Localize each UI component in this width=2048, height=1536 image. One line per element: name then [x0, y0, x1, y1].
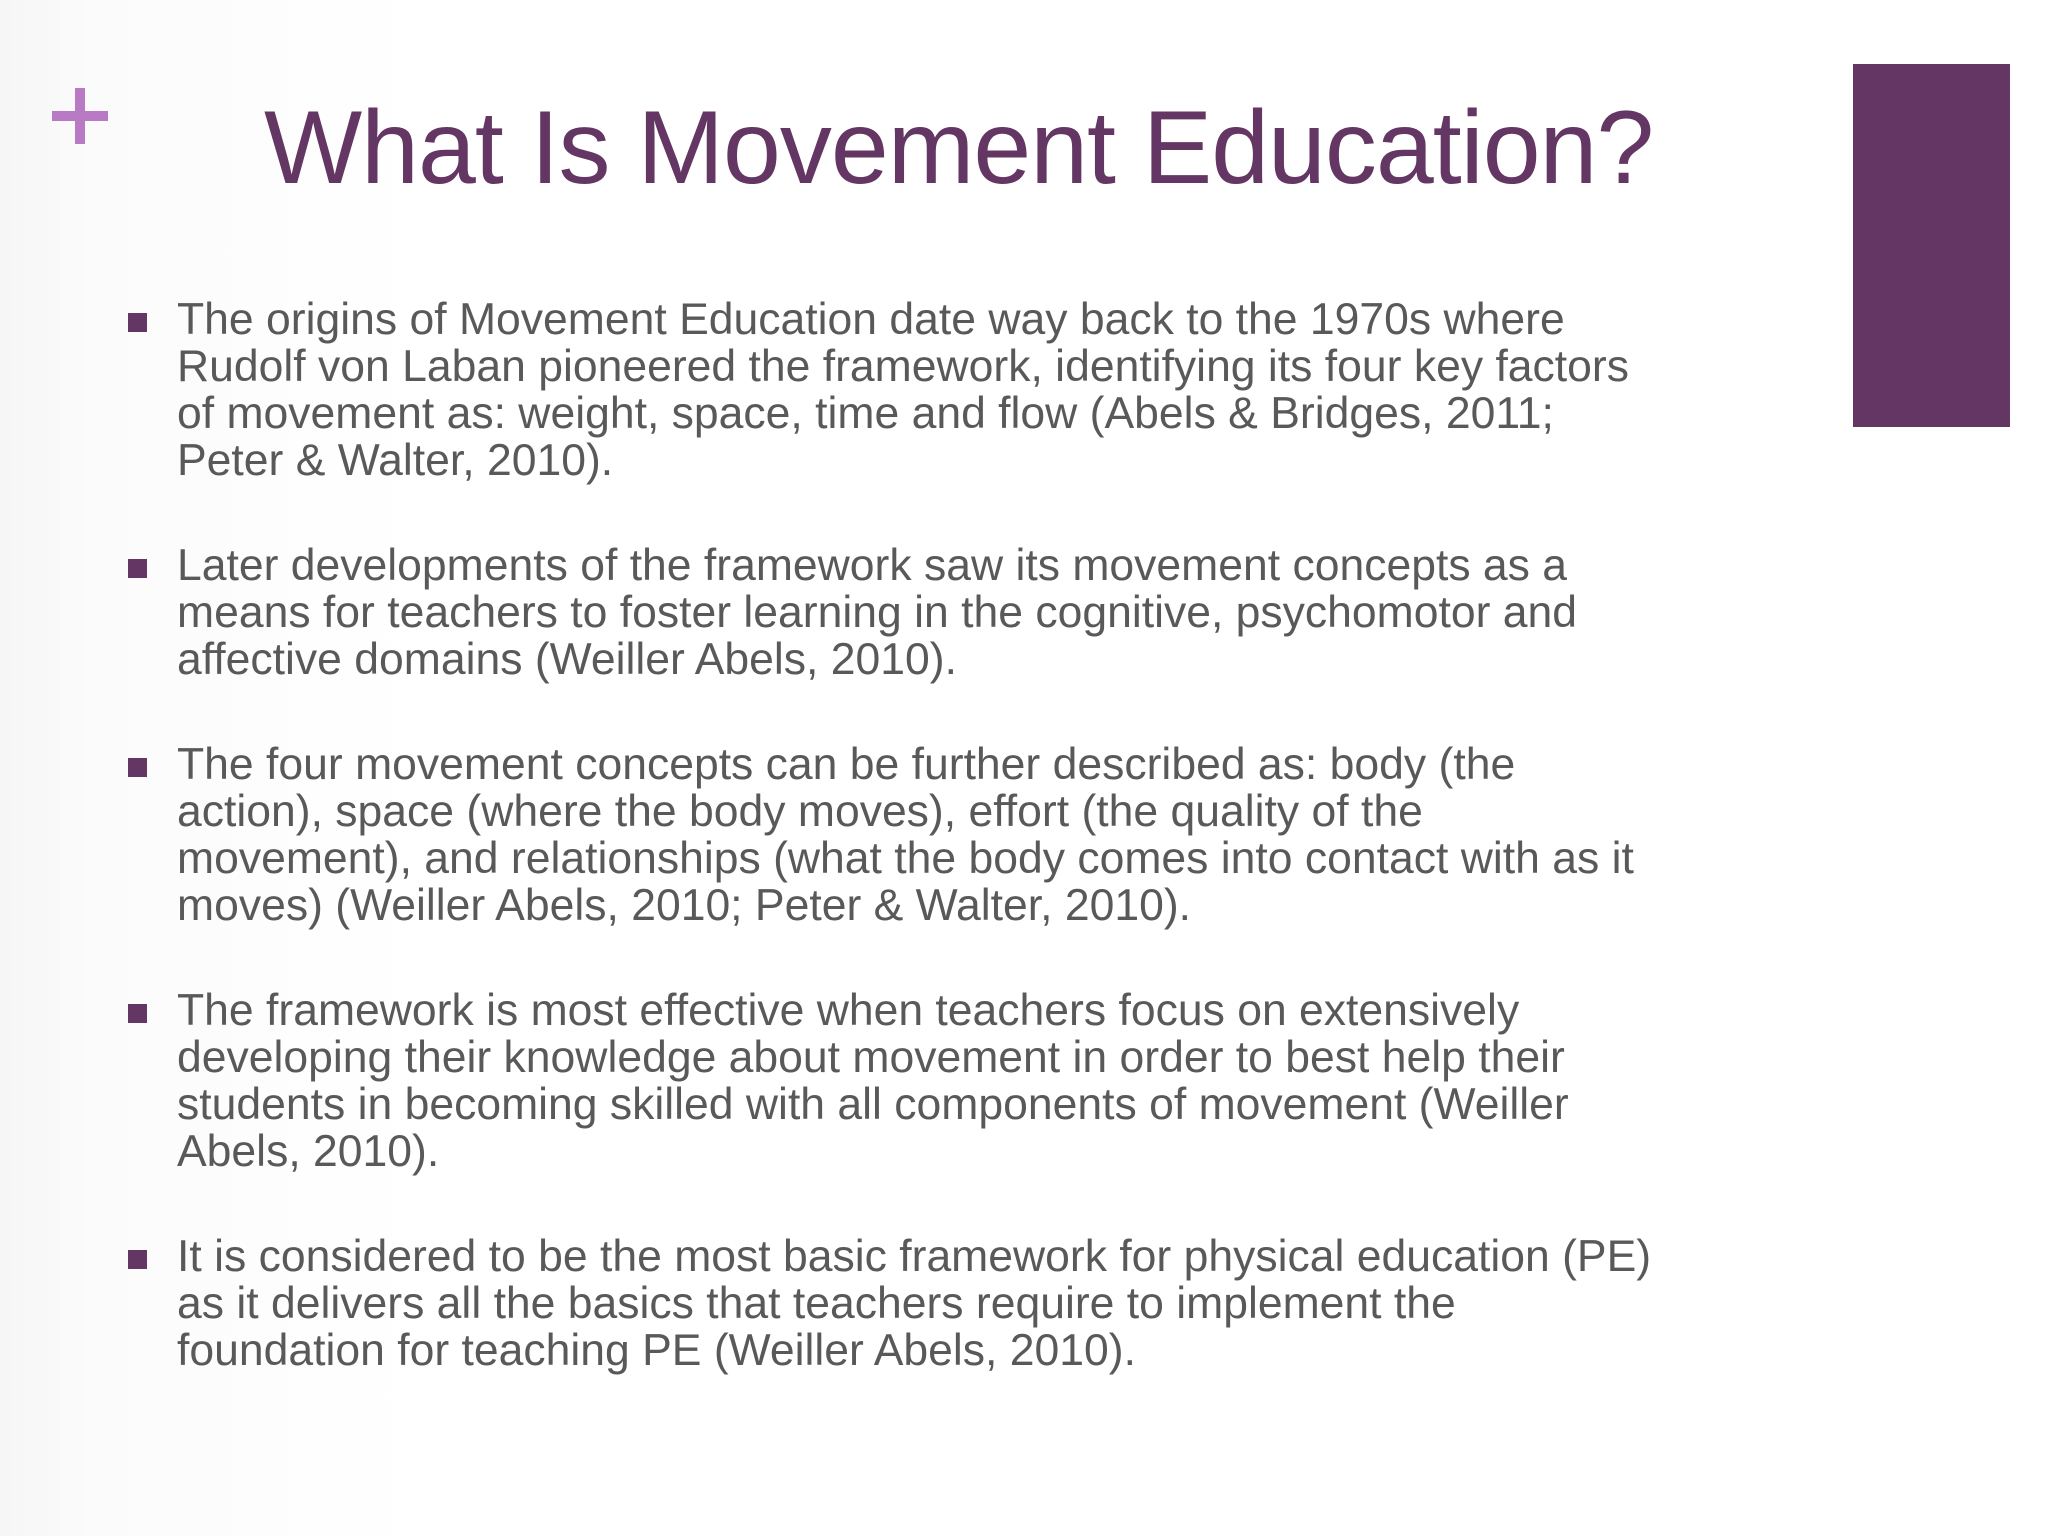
bullet-text-line: foundation for teaching PE (Weiller Abels, 2010).: [177, 1326, 1136, 1375]
accent-block: [1853, 64, 2010, 427]
bullet-text-line: Abels, 2010).: [177, 1127, 440, 1176]
square-bullet-icon: [128, 313, 147, 332]
square-bullet-icon: [128, 758, 147, 777]
bullet-text-line: developing their knowledge about movement in order to best help their: [177, 1033, 1565, 1082]
bullet-text-line: The framework is most effective when teachers focus on extensively: [177, 986, 1520, 1035]
square-bullet-icon: [128, 1004, 147, 1023]
bullet-text-line: affective domains (Weiller Abels, 2010).: [177, 635, 957, 684]
bullet-text-line: movement), and relationships (what the body comes into contact with as it: [177, 834, 1634, 883]
bullet-text-line: Later developments of the framework saw its movement concepts as a: [177, 541, 1568, 590]
bullet-text-line: action), space (where the body moves), effort (the quality of the: [177, 787, 1423, 836]
bullet-item: [126, 1233, 1826, 1374]
slide-title: What Is Movement Education?: [264, 90, 1654, 206]
bullet-text-line: Peter & Walter, 2010).: [177, 436, 614, 485]
square-bullet-icon: [128, 1250, 147, 1269]
bullet-text-line: The four movement concepts can be further described as: body (the: [177, 740, 1516, 789]
bullet-text-line: Rudolf von Laban pioneered the framework, identifying its four key factors: [177, 342, 1629, 391]
bullet-item: [126, 741, 1826, 929]
bullet-text-line: of movement as: weight, space, time and flow (Abels & Bridges, 2011;: [177, 389, 1554, 438]
bullet-text-line: It is considered to be the most basic framework for physical education (PE): [177, 1232, 1652, 1281]
bullet-text-line: as it delivers all the basics that teachers require to implement the: [177, 1279, 1456, 1328]
bullet-item: [126, 542, 1826, 683]
bullet-item: [126, 987, 1826, 1175]
plus-icon: [52, 88, 108, 144]
bullet-text-line: moves) (Weiller Abels, 2010; Peter & Walter, 2010).: [177, 881, 1192, 930]
bullet-item: [126, 296, 1826, 484]
square-bullet-icon: [128, 559, 147, 578]
bullet-list: [126, 296, 1826, 1432]
bullet-text-line: means for teachers to foster learning in the cognitive, psychomotor and: [177, 588, 1578, 637]
bullet-text-line: The origins of Movement Education date way back to the 1970s where: [177, 295, 1565, 344]
bullet-text-line: students in becoming skilled with all components of movement (Weiller: [177, 1080, 1569, 1129]
